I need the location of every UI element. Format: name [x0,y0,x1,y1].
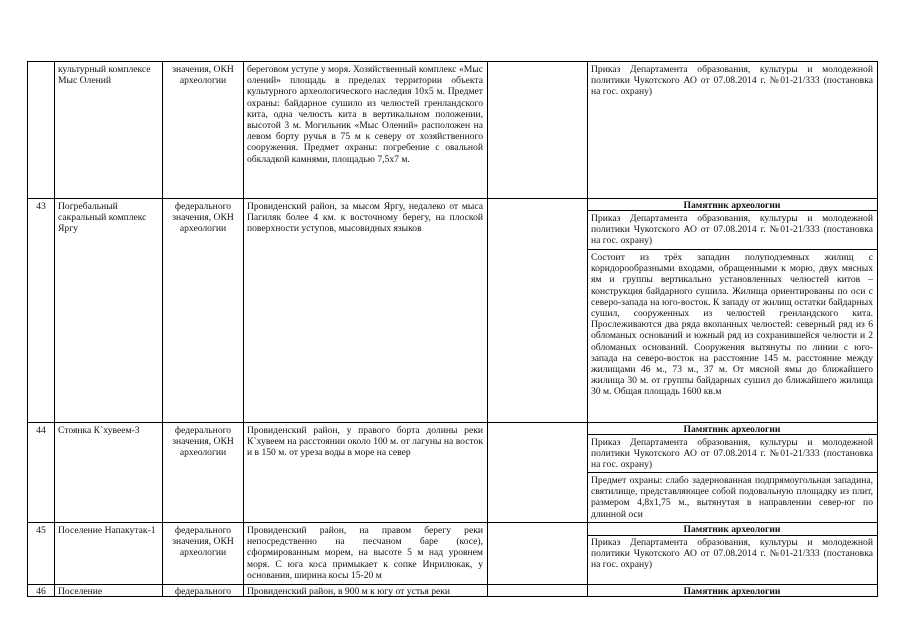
row-type-header: Памятник археологии [683,424,781,435]
row-number: 45 [36,525,46,536]
row-document: Приказ Департамента образования, культуры и молодежной политики Чукотского АО от 07.08.2014 г. №01-21/333 (постановка на гос. охрану) [591,537,873,571]
row-number: 43 [36,201,46,212]
row-name: культурный комплексе Мыс Олений [58,64,151,87]
row-divider [587,249,878,250]
row-name: Поселение Напакутак-1 [58,525,156,536]
column-divider [877,61,878,597]
row-document: Приказ Департамента образования, культуры и молодежной политики Чукотского АО от 07.08.2014 г. №01-21/333 (постановка на гос. охрану) [591,64,873,98]
row-document: Приказ Департамента образования, культуры и молодежной политики Чукотского АО от 07.08.2014 г. №01-21/333 (постановка на гос. охрану) [591,437,873,471]
row-location: береговом уступе у моря. Хозяйственный комплекс «Мыс олений» площадь в пределах территории объекта культурного археологического наследия 10х5 м. Предмет охраны: байдарное сушило из челюстей гренландского кита, одна челюсть кита в вертикальном положении, высотой 3 м. Могильник «Мыс Олений» расположен на левом борту ручья в 75 м к северу от хозяйственного сооружения. Предмет охраны: погребение с овальной обкладкой камнями, площадью 7,5х7 м. [247,64,483,165]
column-divider [54,61,55,597]
row-category: значения, ОКН археологии [172,64,234,87]
row-name: Поселение [58,586,103,597]
row-type-header: Памятник археологии [683,200,781,211]
row-divider [27,522,878,523]
row-location: Провиденский район, за мысом Яргу, недалеко от мыса Пагиляк более 4 км. к восточному берегу, на плоской поверхности уступов, мысовидных языков [247,201,483,235]
column-divider [587,61,588,597]
row-category: федерального [174,586,232,597]
row-divider [587,472,878,473]
column-divider [162,61,163,597]
row-category: федерального значения, ОКН археологии [172,525,234,559]
row-location: Провиденский район, в 900 м к югу от устья реки [247,586,451,597]
row-divider [27,198,878,199]
row-divider [27,61,878,62]
row-number: 44 [36,425,46,436]
row-location: Провиденский район, у правого борта долины реки К`хувеем на расстоянии около 100 м. от лагуны на восток и в 150 м. от уреза воды в море на север [247,425,483,459]
row-type-header: Памятник археологии [683,586,781,597]
row-location: Провиденский район, на правом берегу реки непосредственно на песчаном баре (косе), сформированным морем, на высоте 5 м над уровнем моря. С юга коса примыкает к сопке Инрилюкак, у основания, ширина косы 15-20 м [247,525,483,581]
row-number: 46 [36,586,46,597]
row-description: Предмет охраны: слабо задернованная подпрямоугольная западина, святилище, представляющее собой подовальную площадку из плит, размером 4,8х1,75 м., вытянутая в направлении север-юг по длинной оси [591,475,873,520]
row-divider [27,584,878,585]
row-description: Состоит из трёх западин полуподземных жилищ с коридорообразными входами, обращенными к морю, двух мясных ям и группы вертикально установленных челюстей китов – конструкция байдарного сушила. Жилища ориентированы по оси с северо-запада на юго-восток. К западу от жилищ остатки байдарных сушил, сооруженных из челюстей гренландского кита. Прослеживаются два ряда вкопанных челюстей: северный ряд из 6 обломаных оснований и южный ряд из сохранившейся челюсти и 2 обломаных оснований. Сооружения вытянуты по линии с юго-запада на северо-восток на расстояние 145 м. расстояние между жилищами 46 м., 73 м., 37 м. От мясной ямы до ближайшего жилища 30 м. от группы байдарных сушил до ближайшего жилища 30 м. Общая площадь 1600 кв.м [591,252,873,398]
row-divider [27,422,878,423]
column-divider [27,61,28,597]
column-divider [243,61,244,597]
row-category: федерального значения, ОКН археологии [172,425,234,459]
row-category: федерального значения, ОКН археологии [172,201,234,235]
row-document: Приказ Департамента образования, культуры и молодежной политики Чукотского АО от 07.08.2014 г. №01-21/333 (постановка на гос. охрану) [591,213,873,247]
row-name: Погребальный сакральный комплекс Яргу [58,201,147,235]
row-type-header: Памятник археологии [683,524,781,535]
row-name: Стоянка К`хувеем-3 [58,425,140,436]
column-divider [487,61,488,597]
